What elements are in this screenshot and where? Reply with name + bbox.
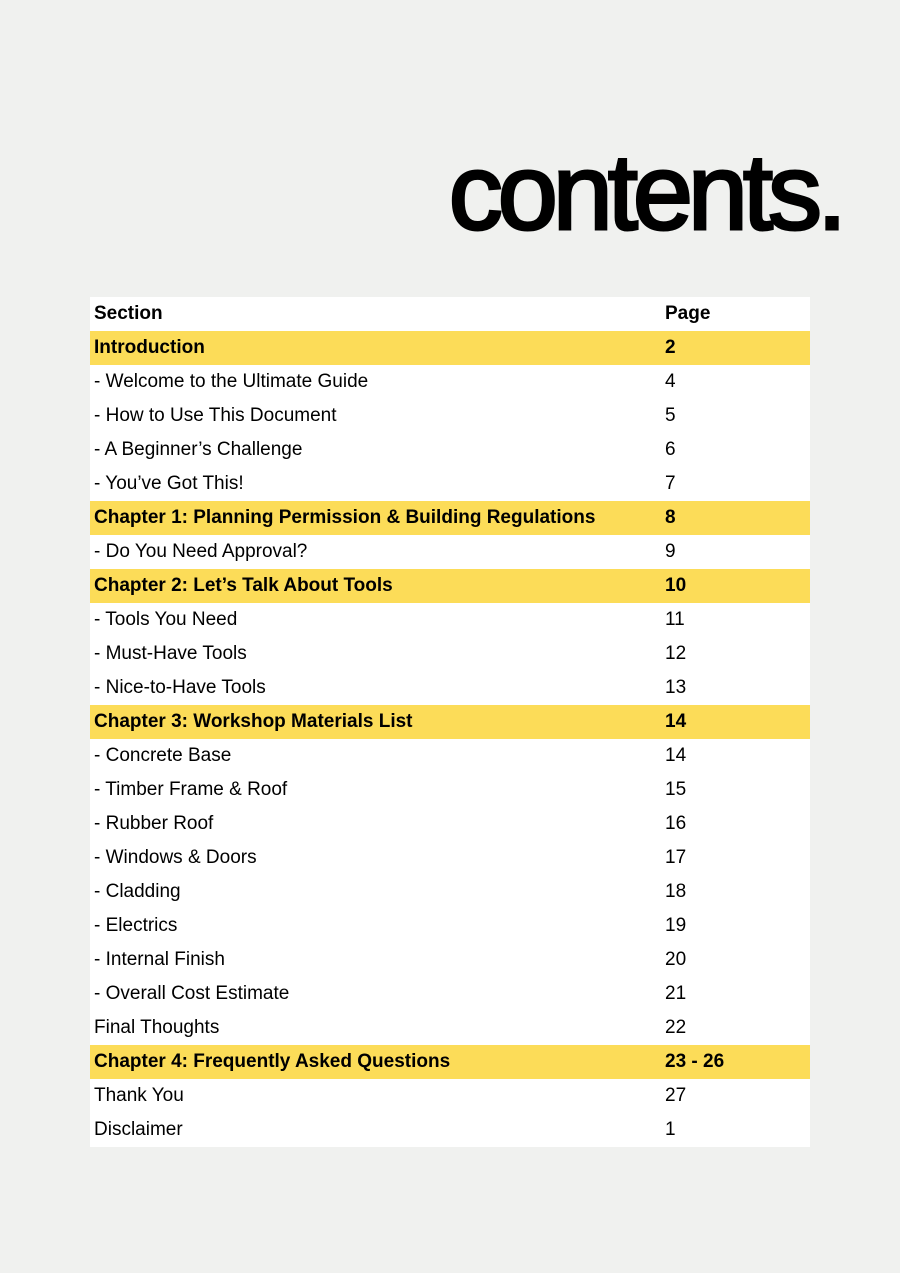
chapter-row [90,501,810,535]
section-column-header: Section [94,303,163,324]
table-row [90,603,810,637]
page-number: 8 [665,507,676,528]
section-title: Chapter 2: Let’s Talk About Tools [94,575,393,596]
table-row [90,535,810,569]
page-number: 21 [665,983,687,1004]
section-title: Thank You [94,1085,184,1106]
page-number: 18 [665,881,687,902]
page-number: 1 [665,1119,676,1140]
table-header-row [90,297,810,331]
page-number: 16 [665,813,687,834]
section-title: - A Beginner’s Challenge [94,439,303,460]
table-row [90,841,810,875]
chapter-row [90,569,810,603]
page-title: contents. [448,131,842,252]
section-title: - Tools You Need [94,609,238,630]
section-title: - Welcome to the Ultimate Guide [94,371,369,392]
section-title: - Electrics [94,915,178,936]
table-row [90,1011,810,1045]
table-row [90,671,810,705]
page-number: 17 [665,847,687,868]
section-title: Introduction [94,337,205,358]
page-number: 6 [665,439,676,460]
table-row [90,773,810,807]
section-title: - Overall Cost Estimate [94,983,290,1004]
page-number: 12 [665,643,687,664]
page-number: 14 [665,745,687,766]
contents-table [90,297,810,1147]
table-body [90,331,810,1147]
section-title: - Timber Frame & Roof [94,779,288,800]
page-number: 2 [665,337,676,358]
section-title: - You’ve Got This! [94,473,244,494]
page-number: 19 [665,915,687,936]
section-title: Chapter 4: Frequently Asked Questions [94,1051,451,1072]
page-number: 13 [665,677,687,698]
section-title: Chapter 3: Workshop Materials List [94,711,413,732]
chapter-row [90,331,810,365]
section-title: - Do You Need Approval? [94,541,308,562]
table-row [90,943,810,977]
page-number: 20 [665,949,687,970]
page-number: 15 [665,779,687,800]
table-row [90,433,810,467]
table-row [90,909,810,943]
table-row [90,1079,810,1113]
table-row [90,1113,810,1147]
table-row [90,467,810,501]
page-number: 7 [665,473,676,494]
chapter-row [90,705,810,739]
section-title: Disclaimer [94,1119,183,1140]
section-title: Final Thoughts [94,1017,220,1038]
section-title: Chapter 1: Planning Permission & Building Regulations [94,507,596,528]
table-row [90,875,810,909]
section-title: - Must-Have Tools [94,643,247,664]
section-title: - Windows & Doors [94,847,257,868]
table-row [90,637,810,671]
table-row [90,977,810,1011]
section-title: - Nice-to-Have Tools [94,677,266,698]
table-row [90,365,810,399]
page-number: 22 [665,1017,687,1038]
section-title: - How to Use This Document [94,405,337,426]
page-number: 23 - 26 [665,1051,725,1072]
section-title: - Concrete Base [94,745,232,766]
page-number: 4 [665,371,676,392]
table-row [90,399,810,433]
page-number: 27 [665,1085,687,1106]
table-row [90,739,810,773]
section-title: - Cladding [94,881,181,902]
chapter-row [90,1045,810,1079]
page-number: 5 [665,405,676,426]
table-row [90,807,810,841]
section-title: - Internal Finish [94,949,225,970]
section-title: - Rubber Roof [94,813,214,834]
page-number: 14 [665,711,687,732]
page-number: 10 [665,575,687,596]
page-number: 9 [665,541,676,562]
page-column-header: Page [665,303,711,324]
page-number: 11 [665,609,685,630]
